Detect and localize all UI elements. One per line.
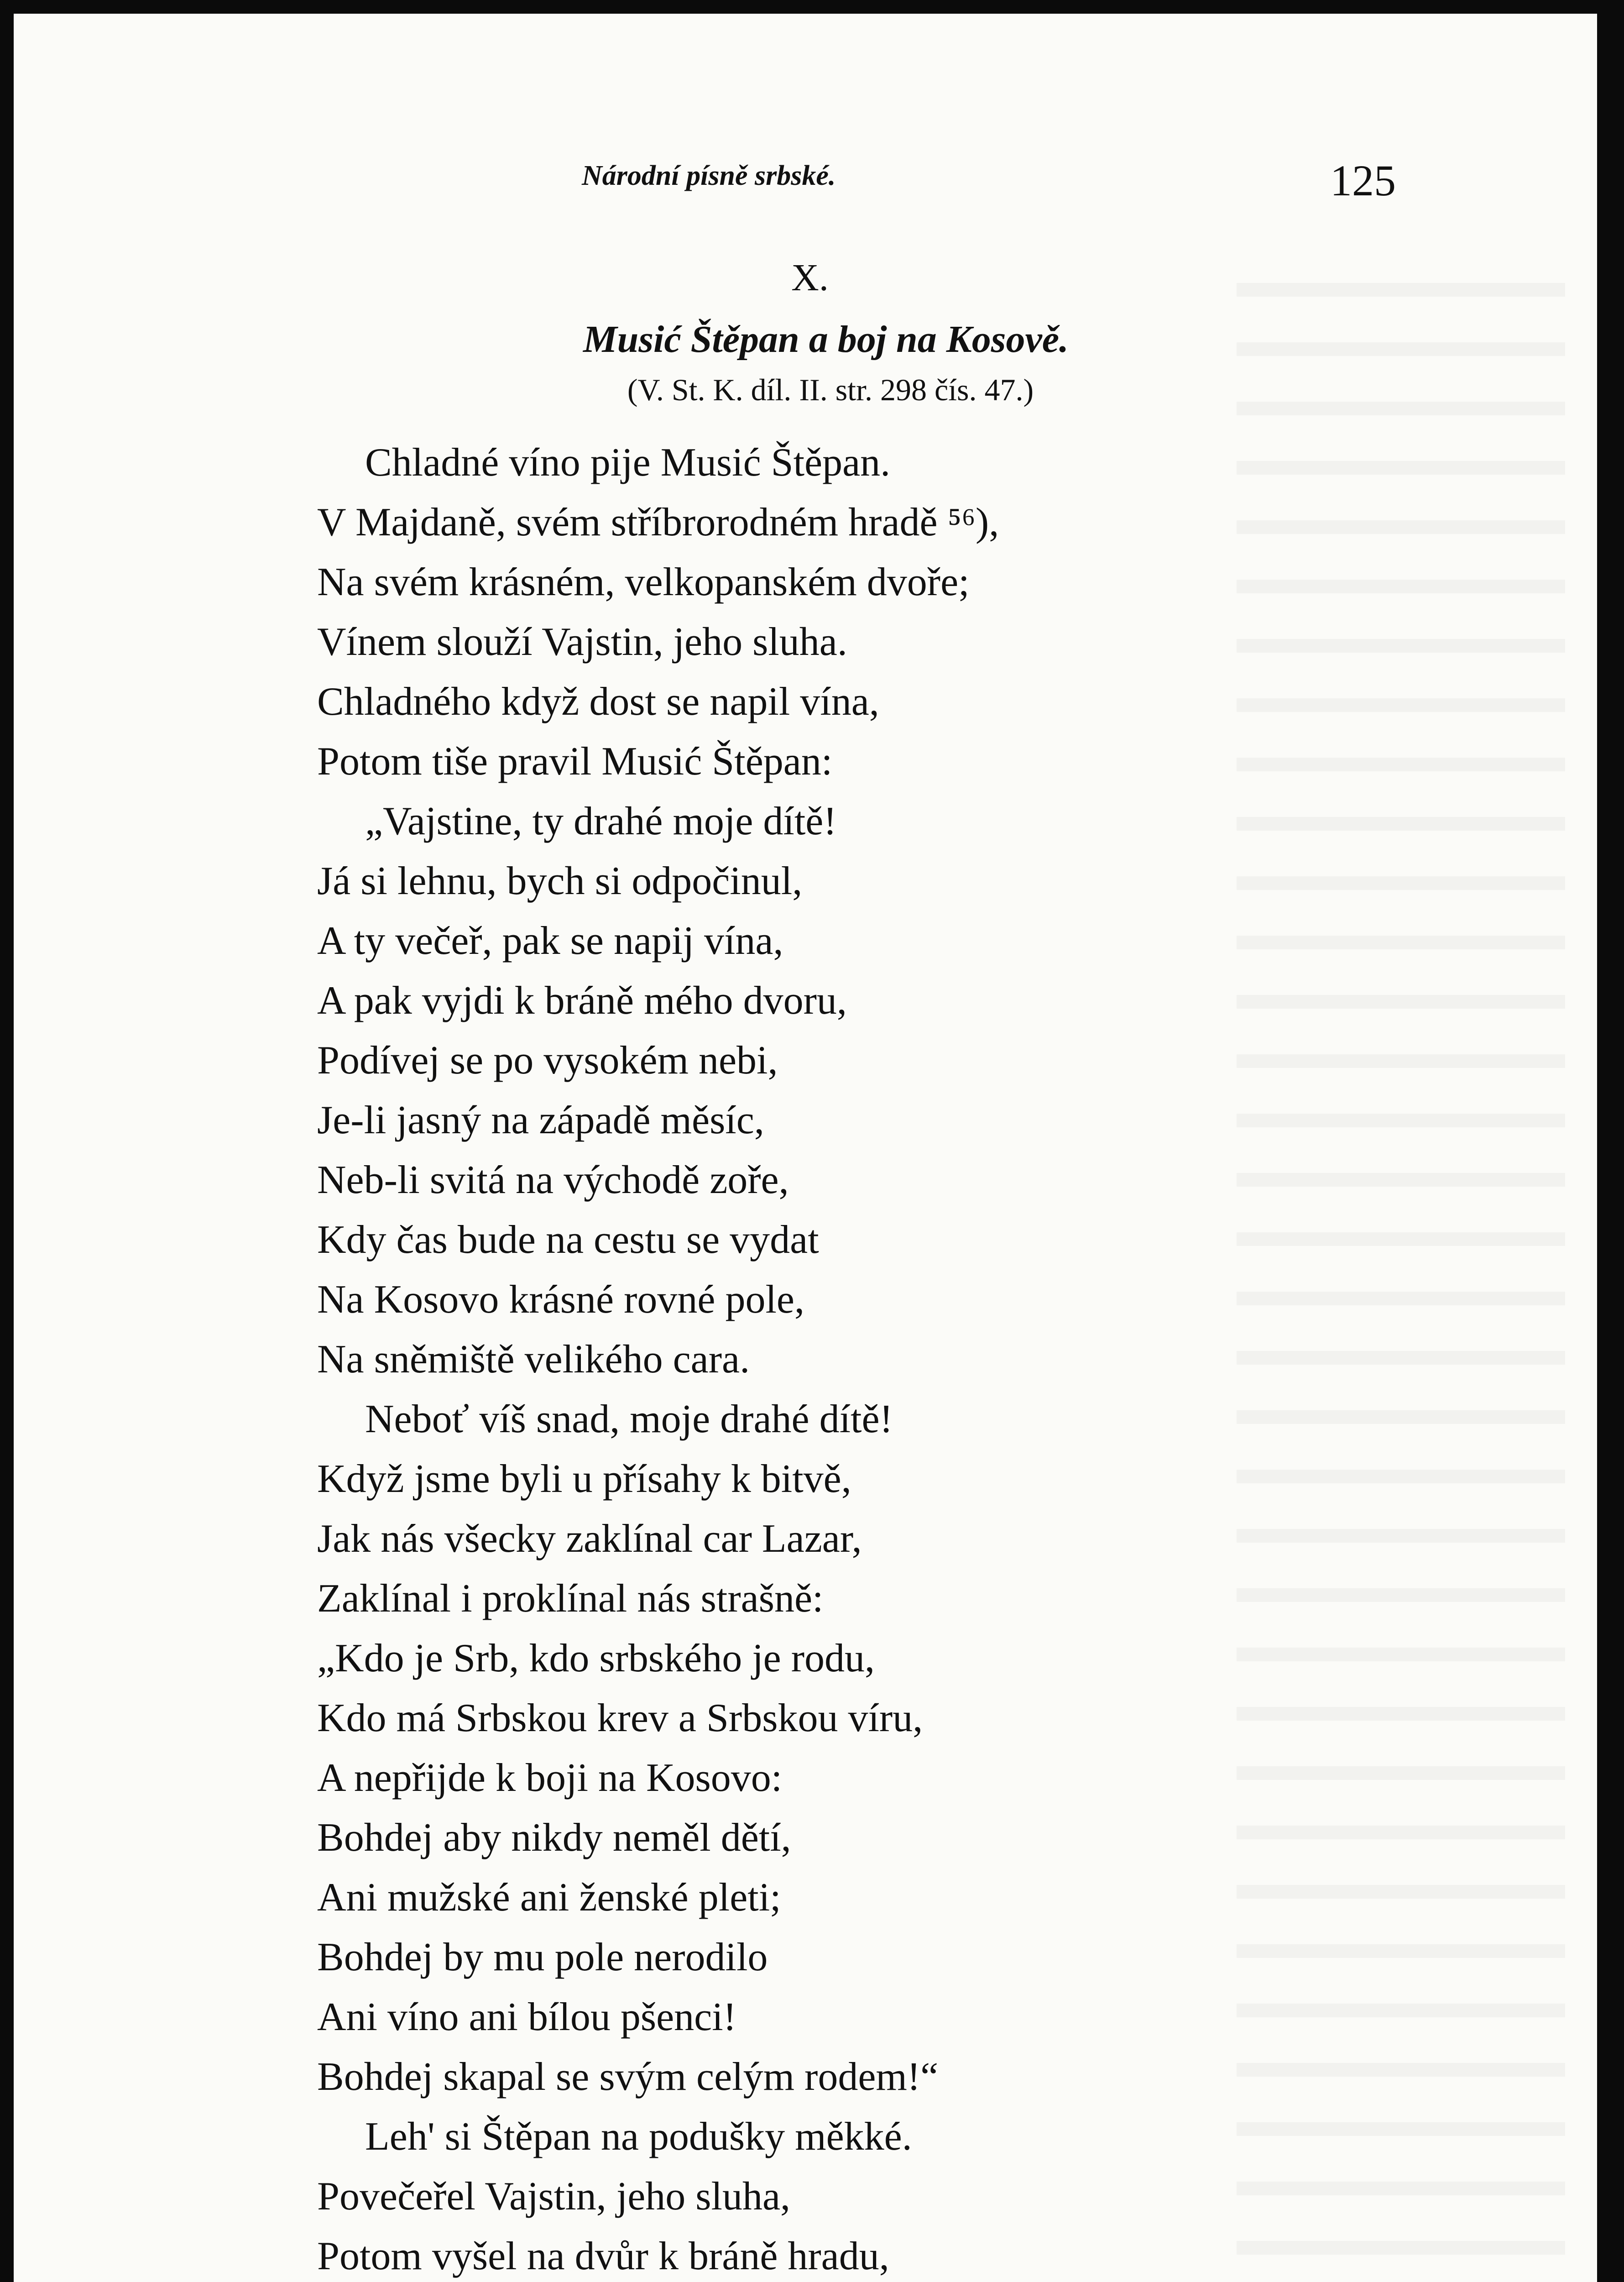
verse-line: V Majdaně, svém stříbrorodném hradě ⁵⁶), [317, 500, 999, 544]
verse-line: Jak nás všecky zaklínal car Lazar, [317, 1517, 862, 1561]
verse-line: Na Kosovo krásné rovné pole, [317, 1277, 804, 1322]
verse-line: Bohdej skapal se svým celým rodem!“ [317, 2055, 939, 2099]
verse-line: Bohdej aby nikdy neměl dětí, [317, 1816, 791, 1860]
verse-line: Neb-li svitá na východě zoře, [317, 1158, 789, 1202]
verse-line: „Vajstine, ty drahé moje dítě! [365, 799, 837, 843]
source-reference: (V. St. K. díl. II. str. 298 čís. 47.) [627, 372, 1034, 407]
verse-line: Vínem slouží Vajstin, jeho sluha. [317, 620, 847, 664]
verse-line: Chladného když dost se napil vína, [317, 680, 879, 724]
song-title: Musić Štěpan a boj na Kosově. [583, 318, 1069, 361]
verse-line: Když jsme byli u přísahy k bitvě, [317, 1457, 851, 1501]
verse-line: Je-li jasný na západě měsíc, [317, 1098, 764, 1142]
verse-line: Kdy čas bude na cestu se vydat [317, 1218, 819, 1262]
poem-verses [317, 433, 1367, 2282]
verse-line: Povečeřel Vajstin, jeho sluha, [317, 2174, 791, 2219]
verse-line: Leh' si Štěpan na podušky měkké. [365, 2115, 912, 2159]
verse-line: Potom tiše pravil Musić Štěpan: [317, 739, 833, 784]
section-number: X. [791, 256, 829, 299]
page-number: 125 [1330, 156, 1396, 205]
verse-line: A pak vyjdi k bráně mého dvoru, [317, 979, 847, 1023]
verse-line: Já si lehnu, bych si odpočinul, [317, 859, 803, 903]
book-page [14, 14, 1597, 2282]
verse-line: Neboť víš snad, moje drahé dítě! [365, 1397, 893, 1441]
verse-line: Podívej se po vysokém nebi, [317, 1038, 778, 1083]
page-header [14, 155, 1597, 210]
verse-line: Zaklínal i proklínal nás strašně: [317, 1576, 824, 1621]
running-title: Národní písně srbské. [582, 160, 836, 191]
verse-line: Potom vyšel na dvůr k bráně hradu, [317, 2234, 889, 2278]
verse-line: Kdo má Srbskou krev a Srbskou víru, [317, 1696, 923, 1740]
verse-line: Chladné víno pije Musić Štěpan. [365, 440, 891, 485]
verse-line: A nepřijde k boji na Kosovo: [317, 1756, 783, 1800]
verse-line: Bohdej by mu pole nerodilo [317, 1935, 768, 1979]
verse-line: A ty večeř, pak se napij vína, [317, 919, 783, 963]
verse-line: Na svém krásném, velkopanském dvoře; [317, 560, 970, 604]
verse-line: Ani mužské ani ženské pleti; [317, 1875, 781, 1920]
verse-line: Na sněmiště velikého cara. [317, 1337, 750, 1382]
verse-line: Ani víno ani bílou pšenci! [317, 1995, 736, 2039]
verse-line: „Kdo je Srb, kdo srbského je rodu, [317, 1636, 875, 1680]
